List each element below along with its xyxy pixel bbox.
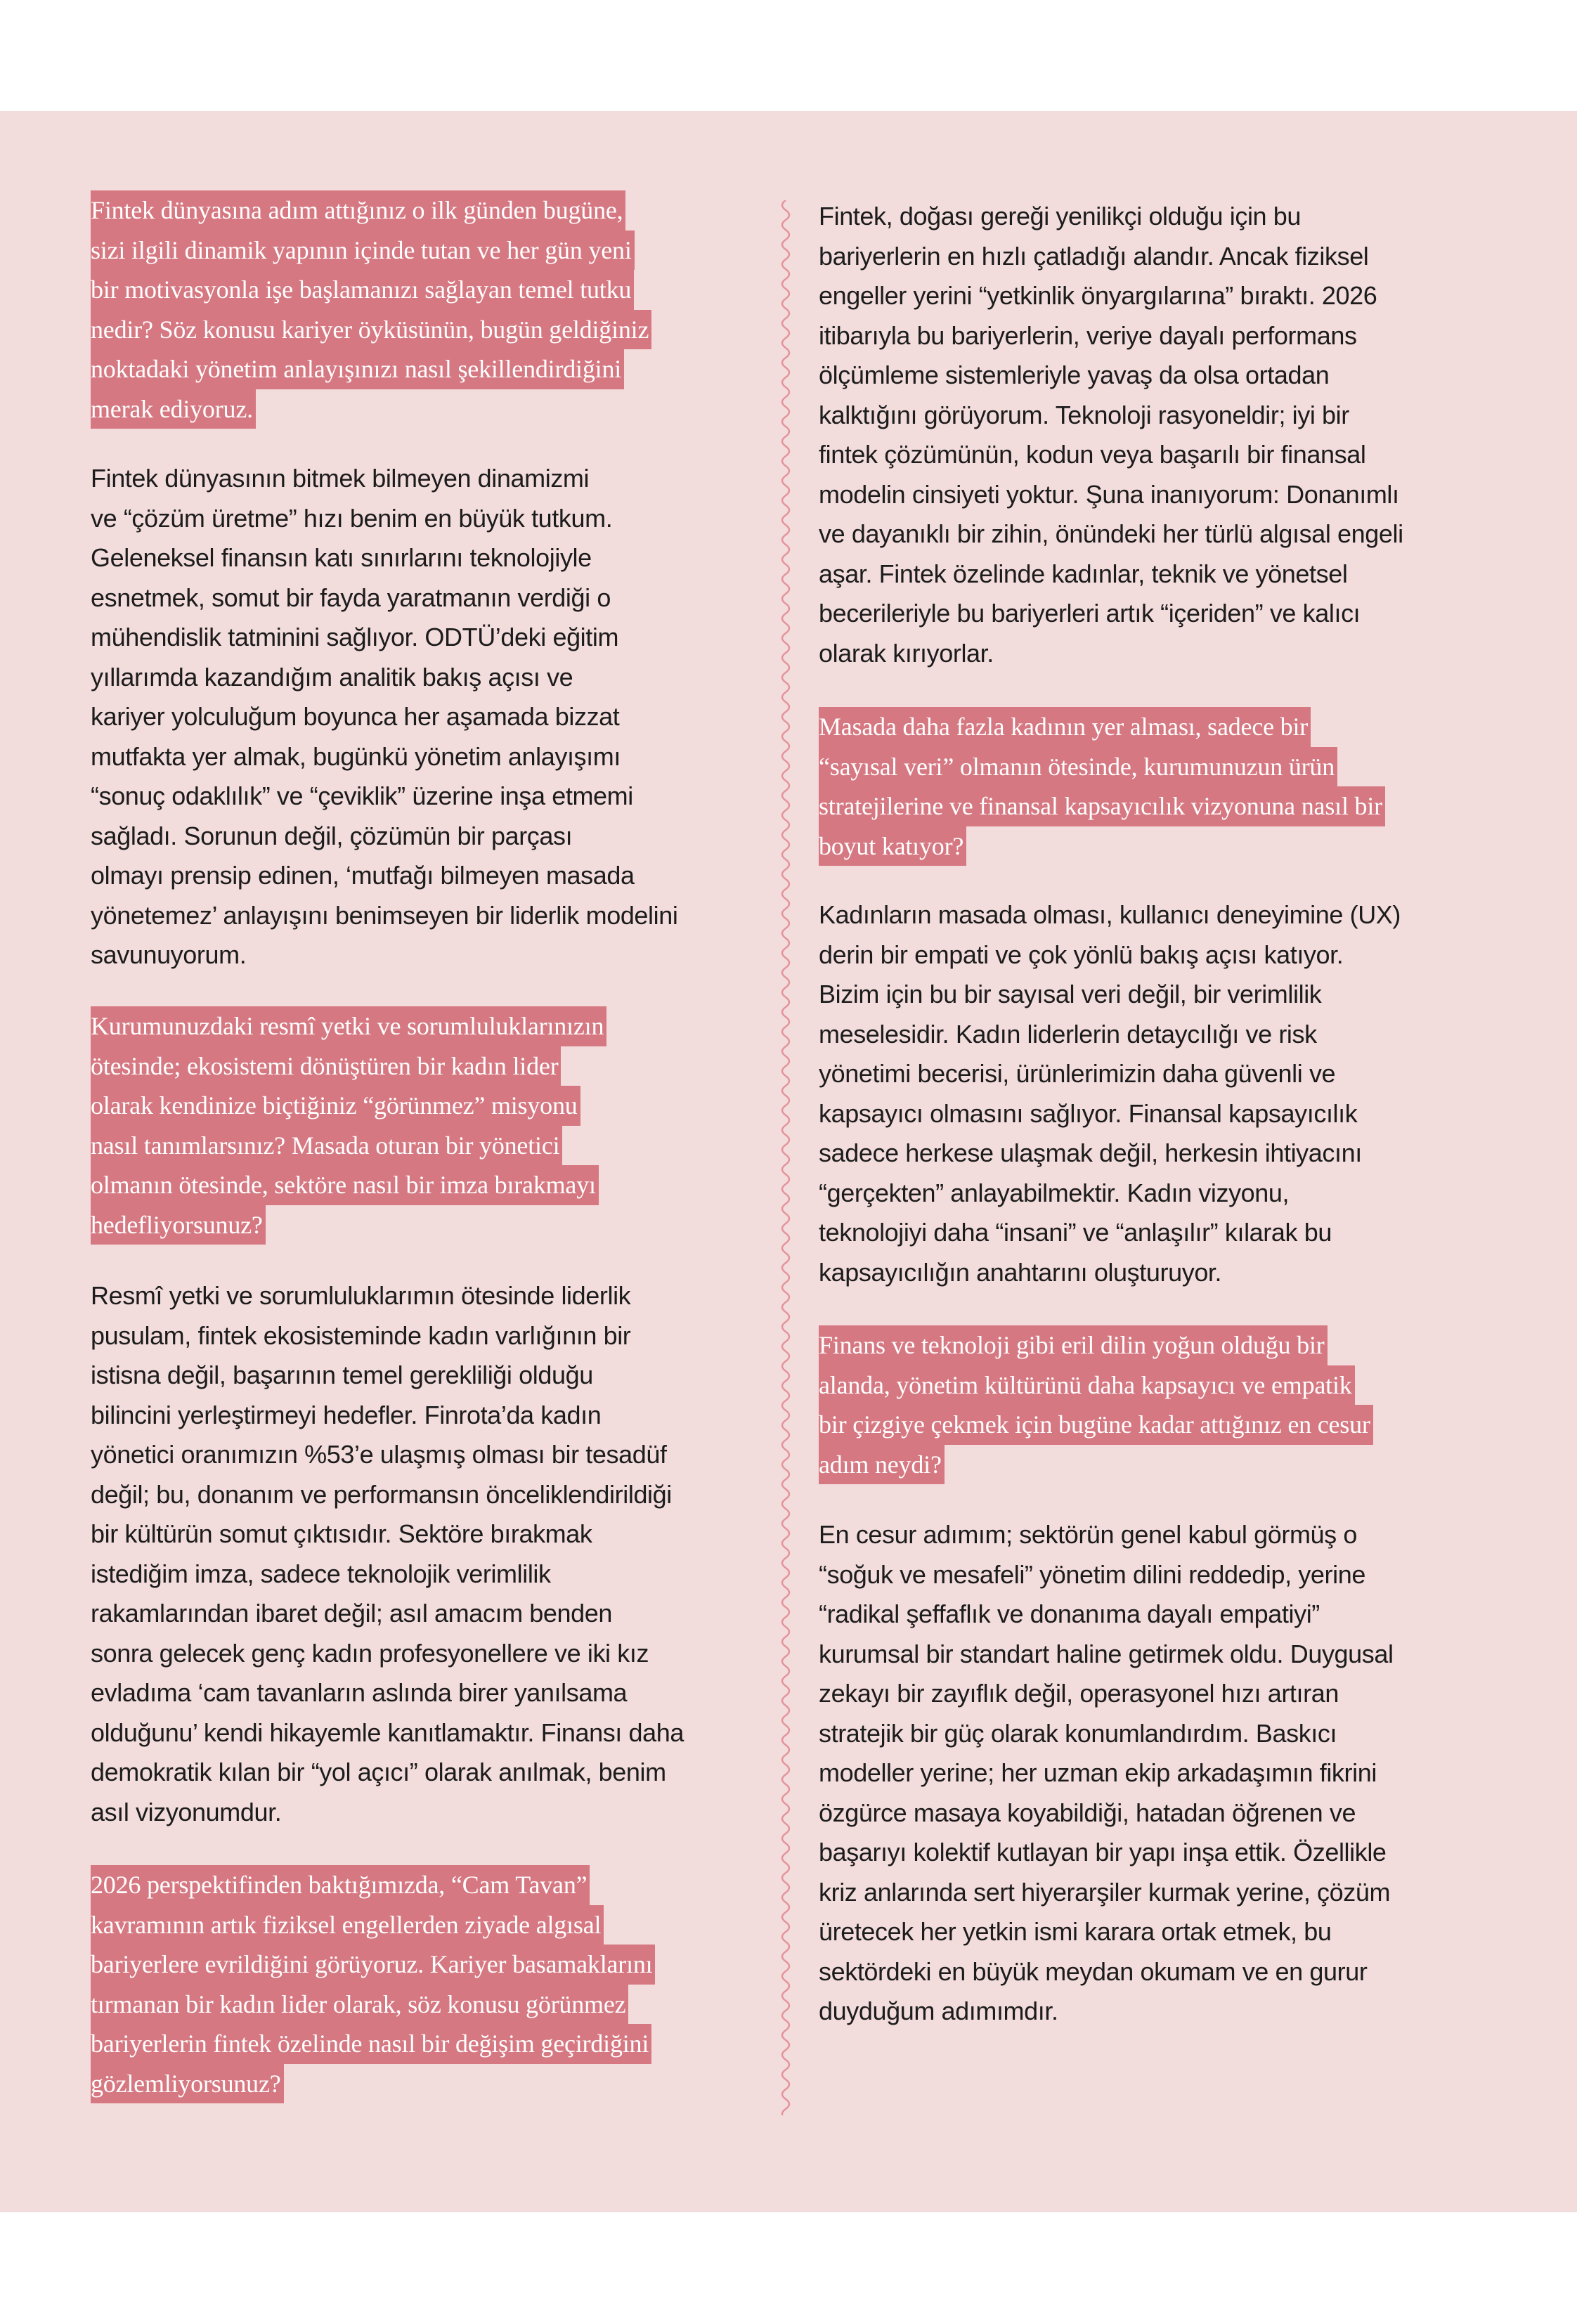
text-line [91,1316,684,1356]
answer-text: savunuyorum. [91,940,247,969]
text-line [819,1674,1394,1714]
question-text: gözlemliyorsunuz? [91,2064,284,2104]
answer-text: bir kültürün somut çıktısıdır. Sektöre bırakmak [91,1519,592,1548]
text-line [91,1046,606,1086]
text-line [91,1435,684,1475]
text-line [91,1594,684,1634]
text-line [819,1753,1394,1793]
question-text: olmanın ötesinde, sektöre nasıl bir imza bırakmayı [91,1165,599,1205]
answer-text: aşar. Fintek özelinde kadınlar, teknik ve yönetsel [819,559,1348,588]
answer-text: stratejik bir güç olarak konumlandırdım. Baskıcı [819,1718,1337,1748]
text-line [91,935,677,975]
answer-text: evladıma ‘cam tavanların aslında birer yanılsama [91,1678,628,1707]
text-line [819,1325,1373,1365]
answer-text: modelin cinsiyeti yoktur. Şuna inanıyorum: Donanımlı [819,479,1399,509]
text-line [91,1514,684,1554]
answer-text: mutfakta yer almak, bugünkü yönetim anlayışımı [91,741,621,771]
answer-text: ve “çözüm üretme” hızı benim en büyük tutkum. [91,503,613,533]
answer-text: “sonuç odaklılık” ve “çeviklik” üzerine inşa etmemi [91,781,633,810]
question-text: ötesinde; ekosistemi dönüştüren bir kadın lider [91,1046,561,1086]
question-text: noktadaki yönetim anlayışınızı nasıl şekillendirdiğini [91,349,624,389]
text-line [91,389,651,429]
answer-text: derin bir empati ve çok yönlü bakış açısı katıyor. [819,940,1344,969]
text-line [91,1554,684,1595]
question-text: bir çizgiye çekmek için bugüne kadar attığınız en cesur [819,1405,1373,1445]
text-line [91,499,677,539]
text-line [91,578,677,618]
text-line [819,1094,1401,1134]
answer-text: kapsayıcı olmasını sağlıyor. Finansal kapsayıcılık [819,1098,1358,1128]
text-line [91,1396,684,1436]
question-text: hedefliyorsunuz? [91,1205,266,1245]
answer-text: ve dayanıklı bir zihin, önündeki her türlü algısal engeli [819,519,1403,548]
text-line [91,1793,684,1833]
answer-text: mühendislik tatminini sağlıyor. ODTÜ’deki eğitim [91,623,619,651]
answer-text: bilincini yerleştirmeyi hedefler. Finrota’da kadın [91,1400,602,1429]
question-text: “sayısal veri” olmanın ötesinde, kurumunuzun ürün [819,747,1337,787]
answer-text: başarıyı kolektif kutlayan bir yapı inşa ettik. Özellikle [819,1838,1387,1867]
question-text: 2026 perspektifinden baktığımızda, “Cam Tavan” [91,1865,590,1905]
text-line [91,1126,606,1166]
text-line [819,594,1403,634]
question-text: nedir? Söz konusu kariyer öyküsünün, bugün geldiğiniz [91,310,651,350]
text-line [91,777,677,817]
text-line [819,1174,1401,1214]
text-line [819,554,1403,595]
answer-text: Fintek dünyasının bitmek bilmeyen dinamizmi [91,464,590,493]
text-line [91,1356,684,1396]
answer-text: yönetici oranımızın %53’e ulaşmış olması bir tesadüf [91,1440,667,1469]
answer-text: En cesur adımım; sektörün genel kabul görmüş o [819,1520,1357,1549]
question-text: alanda, yönetim kültürünü daha kapsayıcı ve empatik [819,1365,1355,1406]
answer-text: demokratik kılan bir “yol açıcı” olarak anılmak, benim [91,1758,666,1786]
text-line [819,747,1385,787]
answer-text: Geleneksel finansın katı sınırlarını teknolojiyle [91,543,592,572]
text-line [91,1205,606,1245]
text-line [91,1165,606,1205]
interview-answer [819,1515,1394,2032]
text-line [819,475,1403,515]
answer-text: yönetemez’ anlayışını benimseyen bir liderlik modelini [91,900,678,930]
text-line [819,514,1403,554]
question-text: adım neydi? [819,1445,945,1485]
text-line [91,1985,655,2025]
answer-text: kapsayıcılığın anahtarını oluşturuyor. [819,1257,1222,1287]
question-text: stratejilerine ve finansal kapsayıcılık vizyonuna nasıl bir [819,786,1385,826]
answer-text: olduğunu’ kendi hikayemle kanıtlamaktır. Finansı daha [91,1718,684,1747]
text-line [91,349,651,389]
text-line [819,1015,1401,1055]
answer-text: üretecek her yetkin ismi karara ortak etmek, bu [819,1917,1332,1946]
text-line [91,190,651,231]
text-line [819,1405,1373,1445]
text-line [819,1134,1401,1174]
question-text: sizi ilgili dinamik yapının içinde tutan ve her gün yeni [91,231,635,271]
text-line [91,737,677,777]
answer-text: kurumsal bir standart haline getirmek oldu. Duygusal [819,1639,1394,1668]
answer-text: bariyerlerin en hızlı çatladığı alandır. Ancak fiziksel [819,241,1369,271]
answer-text: sadece herkese ulaşmak değil, herkesin ihtiyacını [819,1138,1362,1167]
answer-text: zekayı bir zayıflık değil, operasyonel hızı artıran [819,1679,1339,1708]
text-line [91,856,677,896]
answer-text: engeller yerini “yetkinlik önyargılarına” bıraktı. 2026 [819,281,1377,310]
text-line [91,618,677,658]
question-text: kavramının artık fiziksel engellerden ziyade algısal [91,1905,604,1945]
interview-answer [91,459,677,975]
text-line [819,786,1385,826]
answer-text: “soğuk ve mesafeli” yönetim dilini reddedip, yerine [819,1559,1365,1589]
answer-text: rakamlarından ibaret değil; asıl amacım benden [91,1599,613,1628]
question-text: Masada daha fazla kadının yer alması, sadece bir [819,707,1311,747]
text-line [819,1793,1394,1833]
text-line [819,634,1403,674]
text-line [91,1006,606,1046]
text-line [91,1905,655,1945]
text-line [819,396,1403,436]
answer-text: Bizim için bu bir sayısal veri değil, bir verimlilik [819,980,1322,1008]
text-line [91,538,677,578]
wavy-column-divider [777,200,794,2115]
text-line [91,1753,684,1793]
answer-text: esnetmek, somut bir fayda yaratmanın verdiği o [91,583,611,612]
question-text: boyut katıyor? [819,826,966,866]
answer-text: Kadınların masada olması, kullanıcı deneyimine (UX) [819,900,1401,929]
text-line [819,975,1401,1015]
question-text: bir motivasyonla işe başlamanızı sağlayan temel tutku [91,270,634,310]
text-line [91,658,677,698]
text-line [819,1515,1394,1555]
text-line [819,316,1403,356]
text-line [91,697,677,737]
text-line [819,1992,1394,2032]
interview-answer [819,197,1403,673]
question-text: merak ediyoruz. [91,389,256,429]
text-line [819,826,1385,866]
text-line [91,310,651,350]
text-line [91,1673,684,1713]
text-line [91,270,651,310]
question-text: Fintek dünyasına adım attığınız o ilk günden bugüne, [91,190,625,231]
text-line [819,1714,1394,1754]
answer-text: kariyer yolculuğum boyunca her aşamada bizzat [91,702,620,731]
answer-text: Fintek, doğası gereği yenilikçi olduğu için bu [819,202,1302,231]
answer-text: olarak kırıyorlar. [819,638,994,668]
answer-text: Resmî yetki ve sorumluluklarımın ötesinde liderlik [91,1281,631,1310]
interview-question [91,190,651,429]
text-line [91,1475,684,1515]
text-line [91,1865,655,1905]
text-line [819,435,1403,475]
interview-question [819,707,1385,866]
answer-text: asıl vizyonumdur. [91,1797,282,1826]
text-line [819,1833,1394,1873]
question-text: Kurumunuzdaki resmî yetki ve sorumluluklarınızın [91,1006,606,1046]
text-line [819,356,1403,396]
text-line [819,237,1403,277]
answer-text: meselesidir. Kadın liderlerin detaycılığı ve risk [819,1019,1317,1049]
answer-text: sağladı. Sorunun değil, çözümün bir parçası [91,821,573,850]
answer-text: kriz anlarında sert hiyerarşiler kurmak yerine, çözüm [819,1877,1391,1907]
text-line [819,1555,1394,1595]
text-line [819,1912,1394,1952]
answer-text: sonra gelecek genç kadın profesyonellere ve iki kız [91,1638,649,1668]
answer-text: fintek çözümünün, kodun veya başarılı bir finansal [819,440,1366,469]
answer-text: duyduğum adımımdır. [819,1997,1058,2025]
text-line [819,1873,1394,1913]
text-line [819,1595,1394,1635]
text-line [91,2064,655,2104]
text-line [819,707,1385,747]
answer-text: ölçümleme sistemleriyle yavaş da olsa ortadan [819,361,1330,389]
text-line [91,459,677,499]
text-line [91,1634,684,1674]
answer-text: modeller yerine; her uzman ekip arkadaşımın fikrini [819,1758,1377,1787]
text-line [91,2024,655,2064]
text-line [819,935,1401,975]
text-line [91,1086,606,1126]
answer-text: itibarıyla bu bariyerlerin, veriye dayalı performans [819,320,1357,350]
answer-text: özgürce masaya koyabildiği, hatadan öğrenen ve [819,1798,1356,1827]
text-line [91,1276,684,1316]
text-line [819,276,1403,316]
question-text: olarak kendinize biçtiğiniz “görünmez” misyonu [91,1086,580,1126]
answer-text: sektördeki en büyük meydan okumam ve en gurur [819,1956,1368,1986]
text-line [91,1713,684,1753]
answer-text: pusulam, fintek ekosisteminde kadın varlığının bir [91,1320,631,1350]
text-line [819,197,1403,237]
answer-text: değil; bu, donanım ve performansın önceliklendirildiği [91,1479,672,1509]
answer-text: olmayı prensip edinen, ‘mutfağı bilmeyen masada [91,861,635,890]
text-line [91,231,651,271]
answer-text: kalktığını görüyorum. Teknoloji rasyoneldir; iyi bir [819,400,1349,429]
text-line [819,1213,1401,1253]
interview-question [91,1006,606,1245]
interview-question [819,1325,1373,1484]
answer-text: “gerçekten” anlayabilmektir. Kadın vizyonu, [819,1178,1290,1207]
interview-question [91,1865,655,2103]
text-line [819,1253,1401,1293]
question-text: tırmanan bir kadın lider olarak, söz konusu görünmez [91,1985,628,2025]
text-line [91,817,677,857]
text-line [91,896,677,936]
answer-text: becerileriyle bu bariyerleri artık “içeriden” ve kalıcı [819,599,1361,628]
answer-text: teknolojiyi daha “insani” ve “anlaşılır” kılarak bu [819,1218,1332,1247]
text-line [819,1445,1373,1485]
interview-answer [819,895,1401,1292]
answer-text: yıllarımda kazandığım analitik bakış açısı ve [91,662,573,692]
answer-text: istediğim imza, sadece teknolojik verimlilik [91,1559,551,1588]
answer-text: istisna değil, başarının temel gerekliliği olduğu [91,1361,593,1389]
text-line [819,1635,1394,1675]
text-line [819,1952,1394,1992]
answer-text: yönetimi becerisi, ürünlerimizin daha güvenli ve [819,1059,1336,1088]
text-line [819,1365,1373,1406]
question-text: Finans ve teknoloji gibi eril dilin yoğun olduğu bir [819,1325,1328,1365]
text-line [91,1945,655,1985]
question-text: bariyerlere evrildiğini görüyoruz. Kariyer basamaklarını [91,1945,655,1985]
text-line [819,895,1401,935]
interview-answer [91,1276,684,1832]
question-text: bariyerlerin fintek özelinde nasıl bir değişim geçirdiğini [91,2024,651,2064]
text-line [819,1054,1401,1094]
question-text: nasıl tanımlarsınız? Masada oturan bir yönetici [91,1126,562,1166]
answer-text: “radikal şeffaflık ve donanıma dayalı empatiyi” [819,1599,1320,1628]
